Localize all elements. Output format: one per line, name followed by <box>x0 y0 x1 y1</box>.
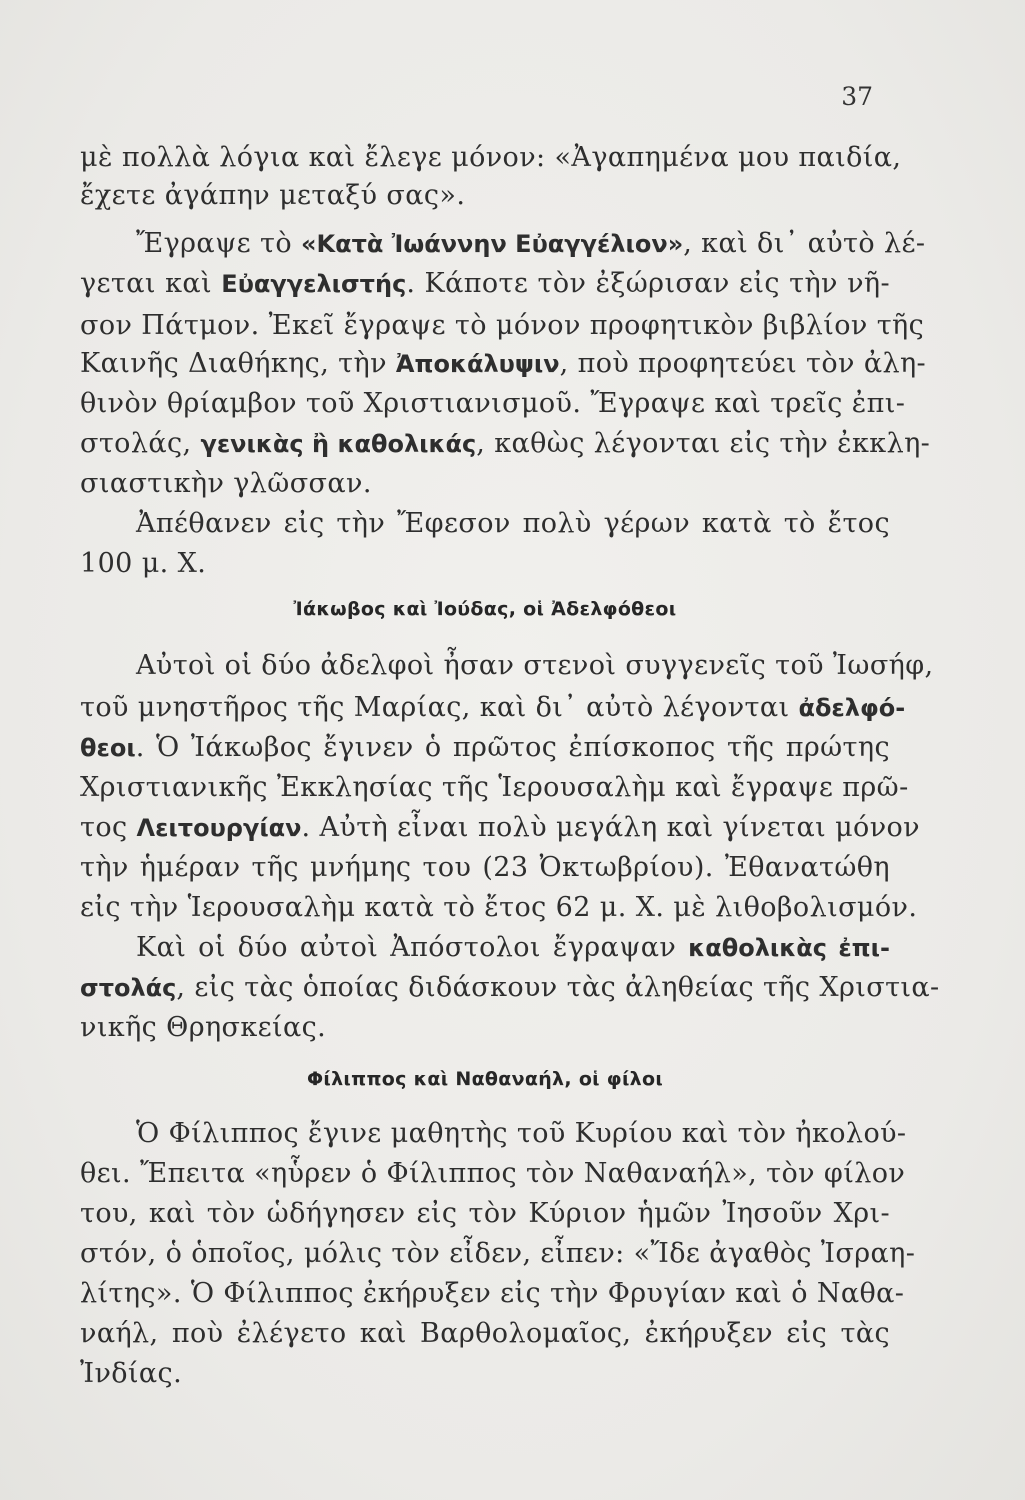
text-line <box>136 226 926 262</box>
text-run: σιαστικὴν γλῶσσαν. <box>80 468 372 499</box>
text-run: θει. Ἔπειτα «ηὗρεν ὁ Φίλιππος τὸν Ναθαναήλ», τὸν φίλον <box>80 1158 906 1189</box>
text-line <box>80 1316 890 1352</box>
bold-term: γενικὰς ἢ καθολικάς <box>200 430 477 458</box>
text-run: στολάς, <box>80 428 201 459</box>
bold-term: Εὐαγγελιστής <box>221 270 407 298</box>
text-run: Καὶ οἱ δύο αὐτοὶ Ἀπόστολοι ἔγραψαν <box>136 932 689 963</box>
text-run: . Ὁ Ἰάκωβος ἔγινεν ὁ πρῶτος ἐπίσκοπος τῆς πρώτης <box>135 732 890 763</box>
text-line <box>80 1196 890 1232</box>
text-line <box>80 546 890 582</box>
text-run: τος <box>80 812 137 843</box>
text-run: Ἰνδίας. <box>80 1358 183 1389</box>
bold-term: καθολικὰς ἐπι- <box>688 934 890 962</box>
text-run: λίτης». Ὁ Φίλιππος ἐκήρυξεν εἰς τὴν Φρυγίαν καὶ ὁ Ναθα- <box>80 1278 905 1309</box>
text-line <box>136 506 890 542</box>
bold-term: Λειτουργίαν <box>136 814 302 842</box>
text-line <box>80 178 890 214</box>
text-run: μὲ πολλὰ λόγια καὶ ἔλεγε μόνον: «Ἀγαπημένα μου παιδία, <box>80 142 902 173</box>
text-run: ἔχετε ἀγάπην μεταξύ σας». <box>80 180 466 211</box>
text-line <box>80 850 890 886</box>
text-line <box>80 346 927 382</box>
text-line <box>80 140 902 176</box>
text-run: Ἔγραψε τὸ <box>136 228 301 259</box>
text-run: Ἀπέθανεν εἰς τὴν Ἔφεσον πολὺ γέρων κατὰ τὸ ἔτος <box>136 508 890 539</box>
text-line <box>80 1236 916 1272</box>
text-line <box>80 1010 890 1046</box>
bold-term: στολάς <box>80 974 177 1002</box>
bold-term: θεοι <box>80 734 136 762</box>
text-line <box>80 770 909 806</box>
text-line <box>80 426 931 462</box>
page-number: 37 <box>841 82 873 111</box>
text-line <box>136 930 890 966</box>
text-line <box>80 1356 890 1392</box>
text-run: 100 μ. Χ. <box>80 548 207 579</box>
text-line <box>80 1276 905 1312</box>
text-run: ναήλ, ποὺ ἐλέγετο καὶ Βαρθολομαῖος, ἐκήρυξεν εἰς τὰς <box>80 1318 890 1349</box>
text-line <box>136 648 934 684</box>
text-run: , καθὼς λέγονται εἰς τὴν ἐκκλη- <box>476 428 931 459</box>
text-run: σον Πάτμον. Ἐκεῖ ἔγραψε τὸ μόνον προφητικὸν βιβλίον τῆς <box>80 310 925 341</box>
text-line <box>80 1156 906 1192</box>
text-run: εἰς τὴν Ἱερουσαλὴμ κατὰ τὸ ἔτος 62 μ. Χ. μὲ λιθοβολισμόν. <box>80 892 918 923</box>
text-line <box>80 970 940 1006</box>
text-run: Χριστιανικῆς Ἐκκλησίας τῆς Ἱερουσαλὴμ καὶ ἔγραψε πρῶ- <box>80 772 909 803</box>
text-line <box>80 730 890 766</box>
text-run: του, καὶ τὸν ὡδήγησεν εἰς τὸν Κύριον ἡμῶν Ἰησοῦν Χρι- <box>80 1198 890 1229</box>
text-run: Ὁ Φίλιππος ἔγινε μαθητὴς τοῦ Κυρίου καὶ τὸν ἠκολού- <box>136 1118 907 1149</box>
text-run: . Αὐτὴ εἶναι πολὺ μεγάλη καὶ γίνεται μόνον <box>301 812 920 843</box>
text-line <box>80 466 890 502</box>
text-run: τὴν ἡμέραν τῆς μνήμης του (23 Ὀκτωβρίου). Ἐθανατώθη <box>80 852 890 883</box>
bold-term: «Κατὰ Ἰωάννην Εὐαγγέλιον» <box>301 230 684 258</box>
text-run: , εἰς τὰς ὁποίας διδάσκουν τὰς ἀληθείας τῆς Χριστια- <box>176 972 940 1003</box>
text-line <box>80 308 925 344</box>
bold-term: Ἀποκάλυψιν <box>395 350 560 378</box>
section-heading-filippos-nathanail: Φίλιππος καὶ Ναθαναήλ, οἱ φίλοι <box>306 1068 664 1090</box>
text-line <box>80 810 920 846</box>
text-run: , καὶ δι᾽ αὐτὸ λέ- <box>683 228 926 259</box>
text-run: Καινῆς Διαθήκης, τὴν <box>80 348 396 379</box>
text-run: . Κάποτε τὸν ἐξώρισαν εἰς τὴν νῆ- <box>406 268 891 299</box>
text-line <box>80 266 890 302</box>
text-run: στόν, ὁ ὁποῖος, μόλις τὸν εἶδεν, εἶπεν: «Ἴδε ἀγαθὸς Ἰσραη- <box>80 1238 916 1269</box>
text-line <box>80 386 906 422</box>
text-run: θινὸν θρίαμβον τοῦ Χριστιανισμοῦ. Ἔγραψε καὶ τρεῖς ἐπι- <box>80 388 906 419</box>
text-line <box>136 1116 907 1152</box>
text-run: , ποὺ προφητεύει τὸν ἀλη- <box>559 348 927 379</box>
text-run: Αὐτοὶ οἱ δύο ἀδελφοὶ ἦσαν στενοὶ συγγενεῖς τοῦ Ἰωσήφ, <box>136 650 934 681</box>
text-run: τοῦ μνηστῆρος τῆς Μαρίας, καὶ δι᾽ αὐτὸ λέγονται <box>80 692 799 723</box>
text-run: γεται καὶ <box>80 268 222 299</box>
text-line <box>80 890 918 926</box>
bold-term: ἀδελφό- <box>798 694 906 722</box>
text-line <box>80 690 906 726</box>
text-run: νικῆς Θρησκείας. <box>80 1012 327 1043</box>
section-heading-iakovos-ioudas: Ἰάκωβος καὶ Ἰούδας, οἱ Ἀδελφόθεοι <box>293 598 677 620</box>
